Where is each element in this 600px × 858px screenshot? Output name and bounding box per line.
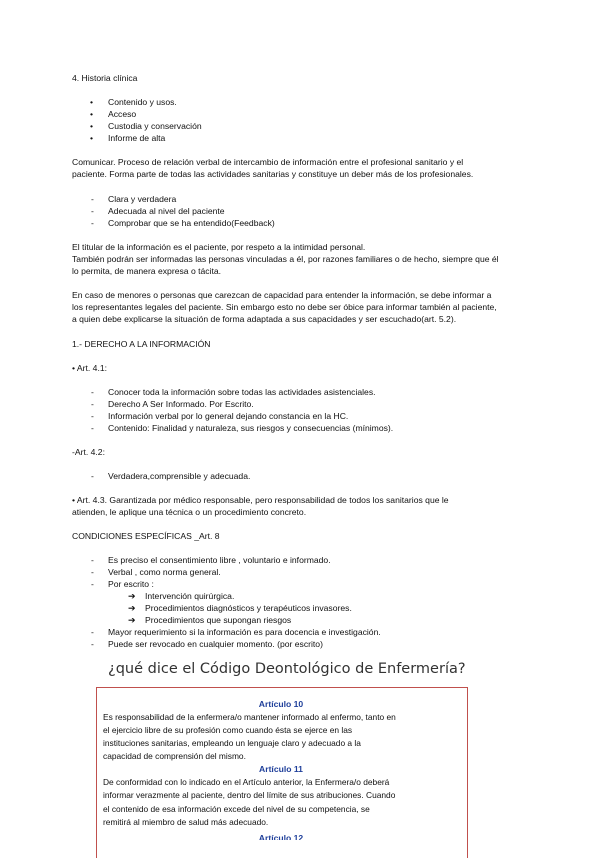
text-line: El titular de la información es el paciente, por respeto a la intimidad personal. xyxy=(72,242,366,252)
dash-marker: - xyxy=(91,471,94,481)
text-line: informar verazmente al paciente, dentro del límite de sus atribuciones. Cuando xyxy=(103,790,396,800)
art11-title: Artículo 11 xyxy=(259,764,303,774)
art41-label: • Art. 4.1: xyxy=(72,363,108,373)
dash-marker: - xyxy=(91,411,94,421)
list-item: Información verbal por lo general dejando constancia en la HC. xyxy=(108,411,349,421)
text-line: Es responsabilidad de la enfermera/o mantener informado al enfermo, tanto en xyxy=(103,712,396,722)
dash-marker: - xyxy=(91,399,94,409)
list-item: Contenido y usos. xyxy=(108,97,177,107)
text-line: capacidad de comprensión del mismo. xyxy=(103,751,246,761)
list-item: Adecuada al nivel del paciente xyxy=(108,206,225,216)
text-line: paciente. Forma parte de todas las actividades sanitarias y constituye un deber más de los profesionales. xyxy=(72,169,474,179)
text-line: el contenido de esa información excede del nivel de su competencia, se xyxy=(103,804,370,814)
list-item: Verdadera,comprensible y adecuada. xyxy=(108,471,251,481)
dash-marker: - xyxy=(91,387,94,397)
list-item: Mayor requerimiento si la información es para docencia e investigación. xyxy=(108,627,381,637)
list-item: Por escrito : xyxy=(108,579,154,589)
arrow-right-icon: ➔ xyxy=(128,591,136,601)
arrow-right-icon: ➔ xyxy=(128,615,136,625)
dash-marker: - xyxy=(91,567,94,577)
bullet-dot: • xyxy=(90,97,94,107)
bullet-dot: • xyxy=(90,133,94,143)
derecho-title: 1.- DERECHO A LA INFORMACIÓN xyxy=(72,339,211,349)
dash-marker: - xyxy=(91,206,94,216)
text-line: remitirá al miembro de salud más adecuado. xyxy=(103,817,269,827)
text-line: Comunicar. Proceso de relación verbal de intercambio de información entre el profesional sanitario y el xyxy=(72,157,464,167)
list-item: Es preciso el consentimiento libre , voluntario e informado. xyxy=(108,555,331,565)
section-title: 4. Historia clínica xyxy=(72,73,138,83)
list-item: Contenido: Finalidad y naturaleza, sus riesgos y consecuencias (mínimos). xyxy=(108,423,394,433)
art12-title-partial: Artículo 12 xyxy=(258,833,304,840)
bullet-dot: • xyxy=(90,109,94,119)
text-line: el ejercicio libre de su profesión como cuando ésta se ejerce en las xyxy=(103,725,353,735)
condiciones-title: CONDICIONES ESPECÍFICAS _Art. 8 xyxy=(72,531,220,541)
text-line: De conformidad con lo indicado en el Artículo anterior, la Enfermera/o deberá xyxy=(103,777,390,787)
list-item: Custodia y conservación xyxy=(108,121,202,131)
art10-title: Artículo 10 xyxy=(258,699,304,709)
list-item: Informe de alta xyxy=(108,133,166,143)
dash-marker: - xyxy=(91,639,94,649)
list-item: Clara y verdadera xyxy=(108,194,177,204)
text-line: En caso de menores o personas que carezcan de capacidad para entender la información, se debe informar a xyxy=(72,290,492,300)
dash-marker: - xyxy=(91,555,94,565)
text-line: los representantes legales del paciente. Sin embargo esto no debe ser óbice para informar también al paciente, xyxy=(72,302,497,312)
dash-marker: - xyxy=(91,579,94,589)
list-item: Verbal , como norma general. xyxy=(108,567,221,577)
codigo-heading: ¿qué dice el Código Deontológico de Enfermería? xyxy=(108,661,466,677)
art42-label: -Art. 4.2: xyxy=(72,447,105,457)
dash-marker: - xyxy=(91,218,94,228)
text-line: • Art. 4.3. Garantizada por médico responsable, pero responsabilidad de todos los sanitarios que le xyxy=(72,495,449,505)
text-line: También podrán ser informadas las personas vinculadas a él, por razones familiares o de hecho, siempre que él xyxy=(72,254,499,264)
dash-marker: - xyxy=(91,627,94,637)
sub-list-item: Intervención quirúrgica. xyxy=(145,591,235,601)
dash-marker: - xyxy=(91,423,94,433)
list-item: Puede ser revocado en cualquier momento. (por escrito) xyxy=(108,639,323,649)
arrow-right-icon: ➔ xyxy=(128,603,136,613)
sub-list-item: Procedimientos diagnósticos y terapéuticos invasores. xyxy=(145,603,352,613)
list-item: Derecho A Ser Informado. Por Escrito. xyxy=(108,399,254,409)
text-line: instituciones sanitarias, empleando un lenguaje claro y adecuado a la xyxy=(103,738,361,748)
sub-list-item: Procedimientos que supongan riesgos xyxy=(145,615,292,625)
text-line: atienden, le aplique una técnica o un procedimiento concreto. xyxy=(72,507,307,517)
list-item: Comprobar que se ha entendido(Feedback) xyxy=(108,218,275,228)
bullet-dot: • xyxy=(90,121,94,131)
text-line: lo permita, de manera expresa o tácita. xyxy=(72,266,222,276)
list-item: Conocer toda la información sobre todas las actividades asistenciales. xyxy=(108,387,376,397)
dash-marker: - xyxy=(91,194,94,204)
list-item: Acceso xyxy=(108,109,137,119)
text-line: a quien debe explicarse la situación de forma adaptada a sus capacidades y ser escuchado(art. 5.2). xyxy=(72,314,457,324)
